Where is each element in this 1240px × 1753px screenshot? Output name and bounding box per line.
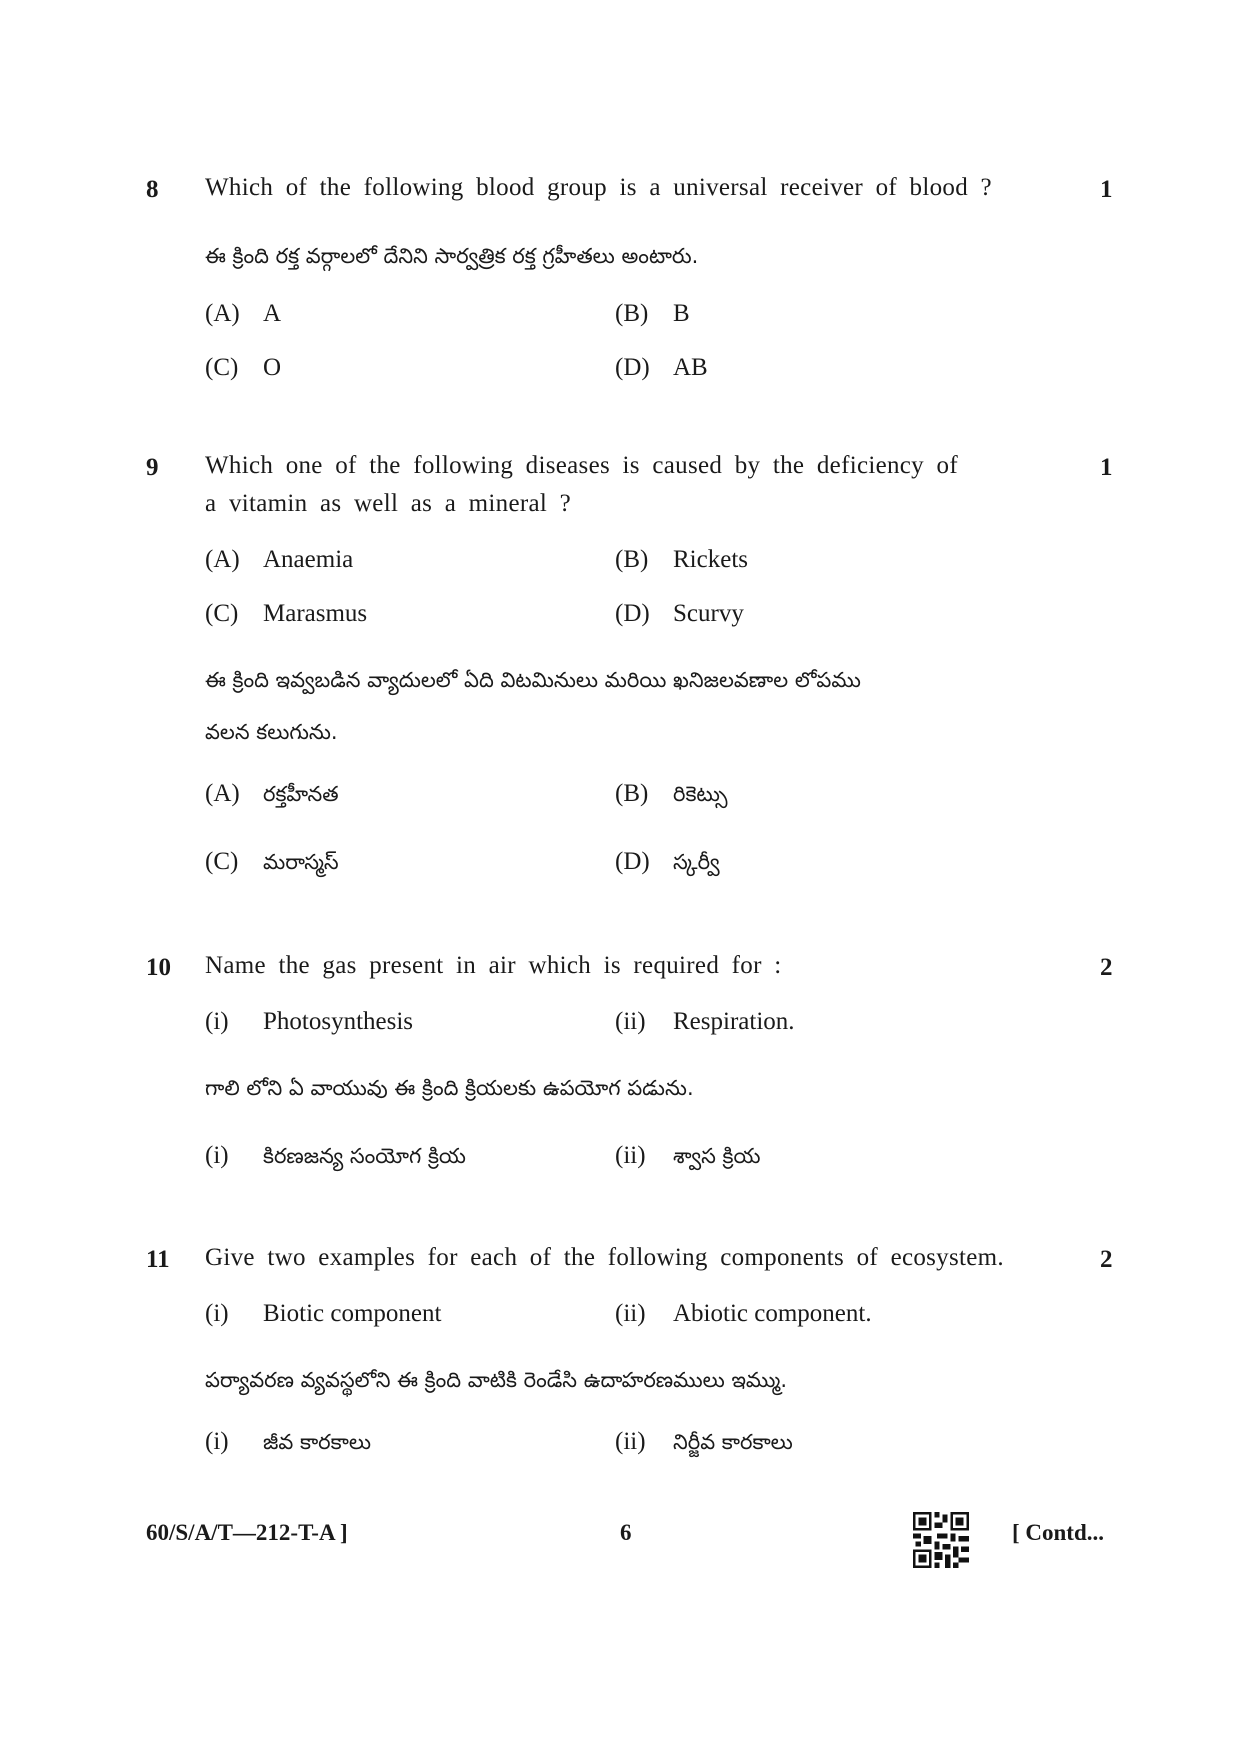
- option-text: Photosynthesis: [263, 1008, 414, 1035]
- question-marks: 1: [1100, 176, 1113, 203]
- continued-label: [ Contd...: [1012, 1520, 1105, 1545]
- telugu-option-a: [205, 780, 339, 812]
- option-text: శ్వాస క్రియ: [673, 1144, 761, 1168]
- option-text: రికెట్సు: [673, 782, 728, 806]
- option-label: (A): [205, 780, 240, 807]
- option-ii: [615, 1008, 795, 1036]
- question-marks: 2: [1100, 954, 1113, 981]
- option-text: Anaemia: [263, 546, 354, 573]
- option-text: మరాస్మస్: [263, 850, 339, 874]
- option-d: [615, 354, 708, 382]
- option-c: [205, 354, 281, 382]
- option-text: A: [263, 300, 282, 327]
- paper-code: 60/S/A/T—212-T-A ]: [146, 1520, 348, 1545]
- option-label: (i): [205, 1428, 229, 1455]
- option-text: నిర్జీవ కారకాలు: [673, 1430, 793, 1454]
- option-text: Scurvy: [673, 600, 744, 627]
- option-label: (B): [615, 780, 649, 807]
- qr-code-icon: [913, 1512, 969, 1568]
- question-number: 10: [146, 954, 171, 981]
- option-ii: [615, 1300, 872, 1328]
- option-b: [615, 546, 748, 574]
- page-number: 6: [620, 1520, 632, 1545]
- option-text: Rickets: [673, 546, 748, 573]
- option-label: (C): [205, 354, 239, 381]
- option-label: (C): [205, 600, 239, 627]
- option-text: O: [263, 354, 282, 381]
- option-text: జీవ కారకాలు: [263, 1430, 371, 1454]
- telugu-option-i: [205, 1142, 466, 1174]
- telugu-option-i: [205, 1428, 371, 1460]
- option-text: కిరణజన్య సంయోగ క్రియ: [263, 1144, 466, 1168]
- option-label: (B): [615, 546, 649, 573]
- question-marks: 1: [1100, 454, 1113, 481]
- option-i: [205, 1008, 413, 1036]
- telugu-option-b: [615, 780, 728, 812]
- option-i: [205, 1300, 441, 1328]
- option-text: AB: [673, 354, 708, 381]
- telugu-option-d: [615, 848, 720, 880]
- question-number: 8: [146, 176, 159, 203]
- question-telugu-text-line-1: ఈ క్రింది ఇవ్వబడిన వ్యాదులలో ఏది విటమినులు మరియి ఖనిజలవణాల లోపము: [205, 668, 861, 692]
- option-text: రక్తహీనత: [263, 782, 339, 806]
- option-text: Biotic component: [263, 1300, 442, 1327]
- question-text-line-1: Which one of the following diseases is caused by the deficiency of: [205, 452, 958, 479]
- telugu-option-c: [205, 848, 339, 880]
- option-label: (i): [205, 1008, 229, 1035]
- question-marks: 2: [1100, 1246, 1113, 1273]
- option-label: (D): [615, 848, 650, 875]
- option-label: (D): [615, 600, 650, 627]
- option-label: (B): [615, 300, 649, 327]
- option-label: (i): [205, 1142, 229, 1169]
- option-c: [205, 600, 367, 628]
- option-label: (ii): [615, 1300, 646, 1327]
- option-text: Respiration.: [673, 1008, 795, 1035]
- question-text: Which of the following blood group is a universal receiver of blood ?: [205, 174, 992, 201]
- telugu-option-ii: [615, 1428, 793, 1460]
- option-label: (C): [205, 848, 239, 875]
- option-text: B: [673, 300, 690, 327]
- option-label: (i): [205, 1300, 229, 1327]
- question-telugu-text-line-2: వలన కలుగును.: [205, 720, 338, 744]
- option-text: స్కర్వీ: [673, 850, 720, 874]
- question-telugu-text: పర్యావరణ వ్యవస్థలోని ఈ క్రింది వాటికి రెండేసి ఉదాహరణములు ఇమ్ము.: [205, 1368, 788, 1392]
- telugu-option-ii: [615, 1142, 761, 1174]
- option-b: [615, 300, 690, 328]
- question-number: 9: [146, 454, 159, 481]
- question-text-line-2: a vitamin as well as a mineral ?: [205, 490, 572, 517]
- option-label: (ii): [615, 1428, 646, 1455]
- option-label: (A): [205, 546, 240, 573]
- option-label: (ii): [615, 1142, 646, 1169]
- option-label: (D): [615, 354, 650, 381]
- question-telugu-text: గాలి లోని ఏ వాయువు ఈ క్రింది క్రియలకు ఉపయోగ పడును.: [205, 1076, 694, 1100]
- option-text: Marasmus: [263, 600, 368, 627]
- question-text: Name the gas present in air which is required for :: [205, 952, 782, 979]
- question-telugu-text: ఈ క్రింది రక్త వర్గాలలో దేనిని సార్వత్రిక రక్త గ్రహీతలు అంటారు.: [205, 244, 699, 268]
- option-text: Abiotic component.: [673, 1300, 872, 1327]
- option-d: [615, 600, 744, 628]
- option-a: [205, 300, 281, 328]
- option-label: (A): [205, 300, 240, 327]
- question-text: Give two examples for each of the following components of ecosystem.: [205, 1244, 1004, 1271]
- option-label: (ii): [615, 1008, 646, 1035]
- option-a: [205, 546, 353, 574]
- question-number: 11: [146, 1246, 170, 1273]
